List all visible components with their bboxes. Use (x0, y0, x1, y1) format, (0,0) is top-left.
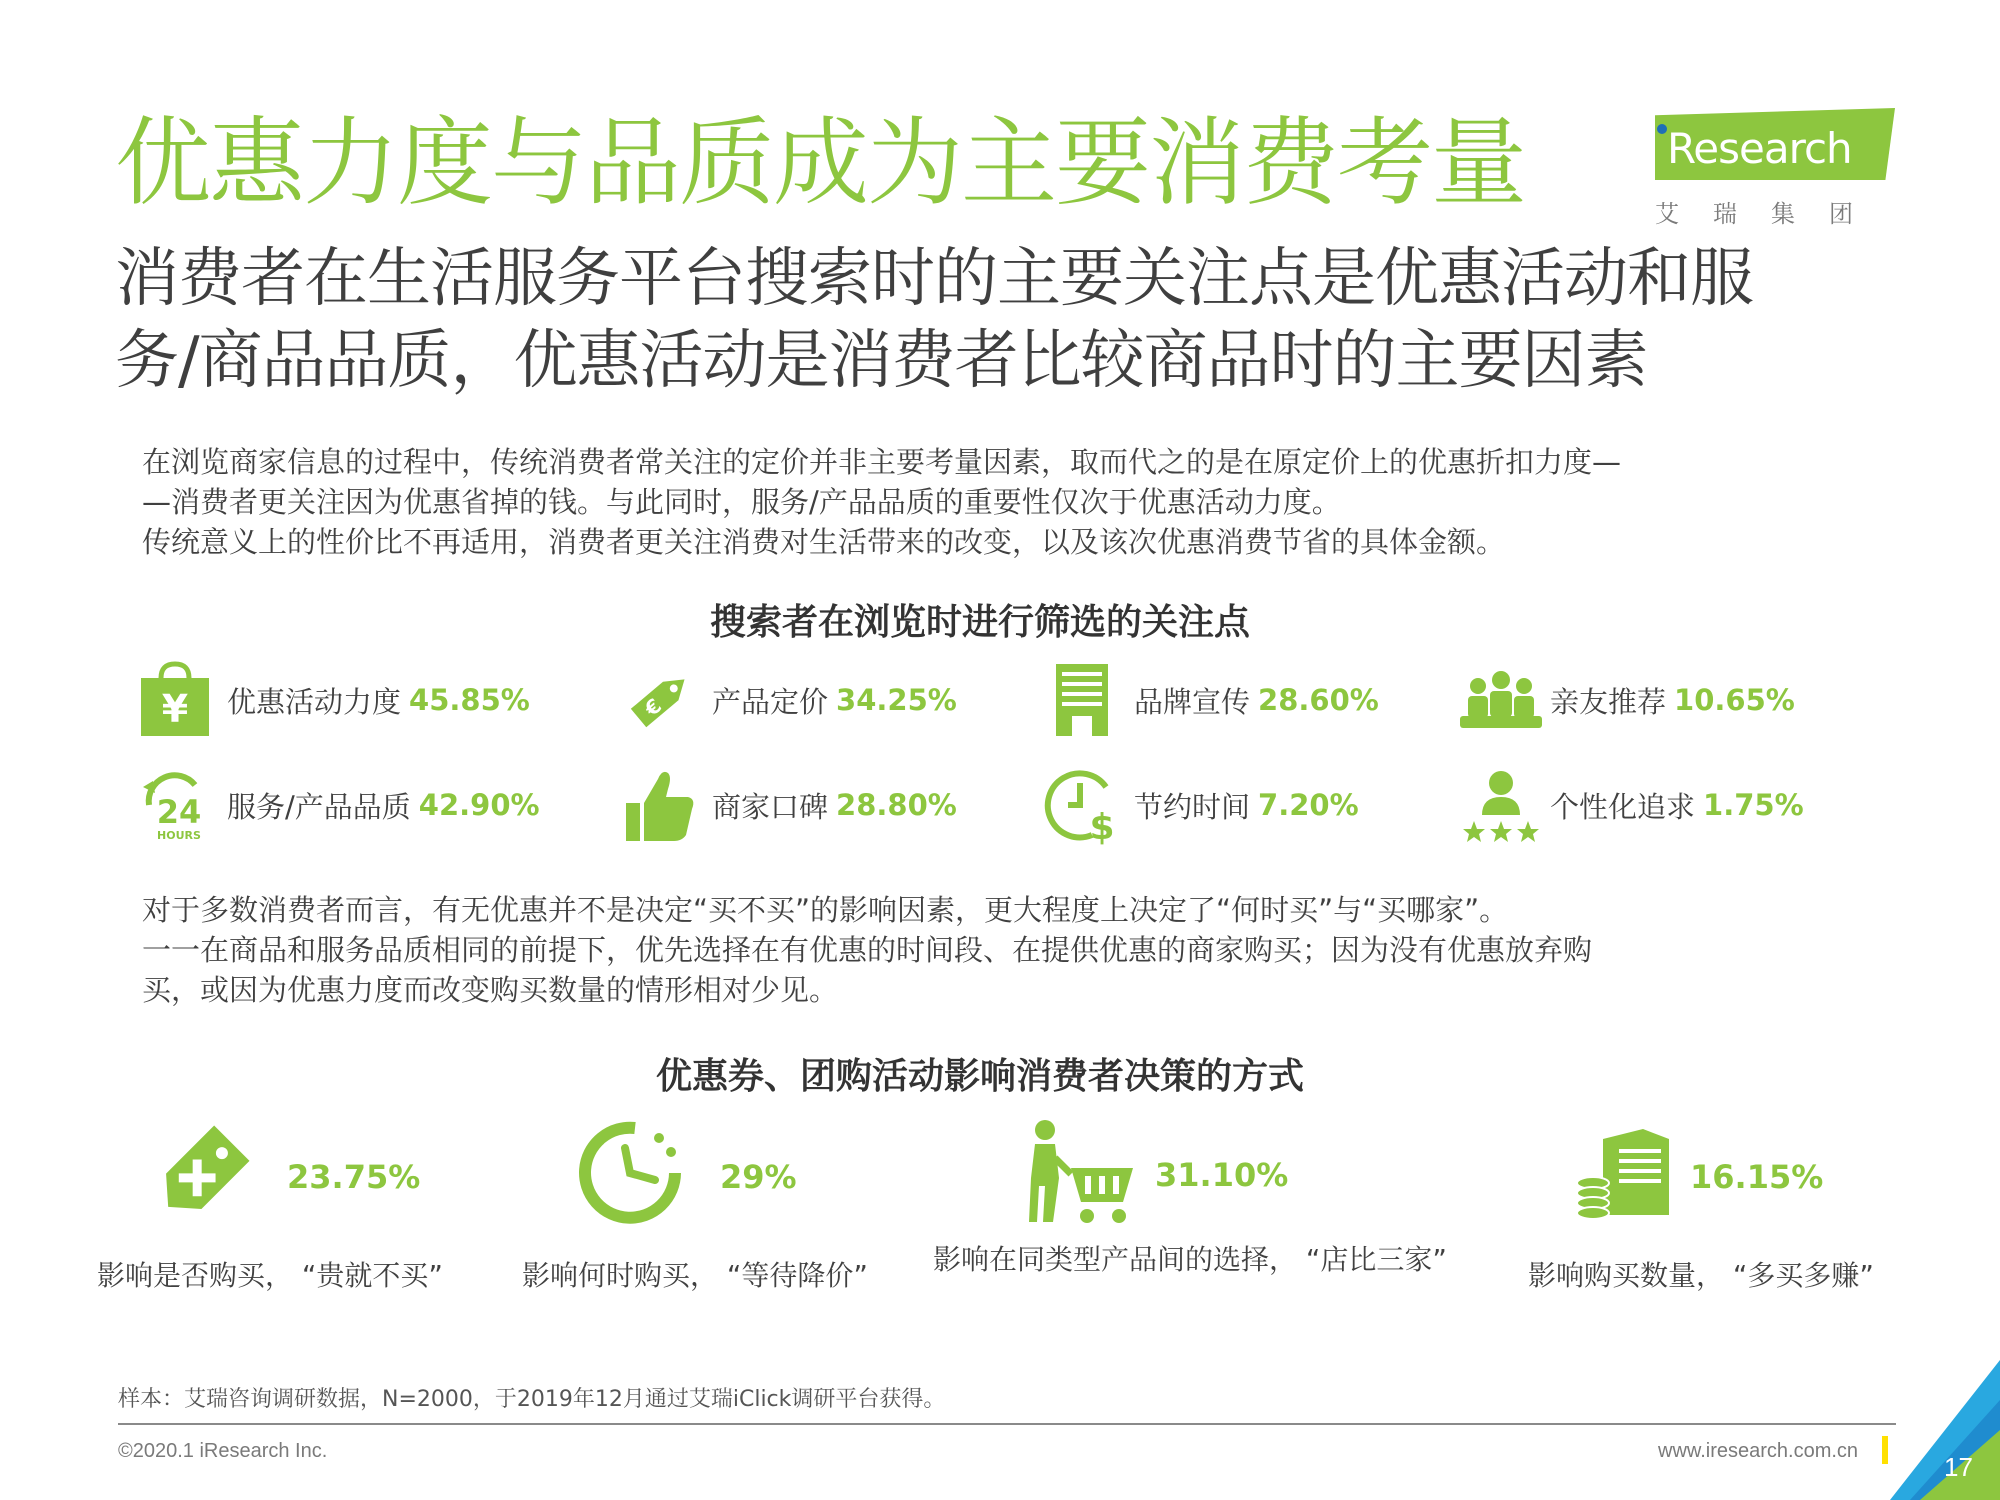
svg-text:$: $ (1089, 807, 1115, 845)
factor-item (1042, 660, 1379, 740)
person-stars-icon (1458, 765, 1538, 845)
copyright: ©2020.1 iResearch Inc. (118, 1440, 328, 1462)
corner-decoration (1850, 1360, 2000, 1500)
svg-text:24: 24 (156, 793, 202, 831)
footnote: 样本：艾瑞咨询调研数据，N=2000，于2019年12月通过艾瑞iClick调研平台获得。 (118, 1387, 946, 1412)
factor-value: 1.75% (1703, 788, 1804, 822)
logo-text: Research (1667, 124, 1852, 173)
factor-label: 产品定价 (712, 684, 829, 719)
svg-text:HOURS: HOURS (157, 829, 201, 842)
factor-item (1458, 660, 1795, 740)
iresearch-logo (1655, 108, 1895, 228)
decision-label: 影响在同类型产品间的选择， “店比三家” (933, 1243, 1447, 1276)
clock-icon (575, 1118, 685, 1228)
footer-divider (118, 1423, 1896, 1425)
factor-item (135, 660, 530, 740)
svg-text:€: € (639, 693, 667, 721)
factor-item (1042, 765, 1359, 845)
decision-label: 影响购买数量， “多买多赚” (1528, 1259, 1874, 1292)
section1-heading: 搜索者在浏览时进行筛选的关注点 (709, 602, 1250, 643)
page-number: 17 (1944, 1452, 1973, 1482)
intro-line-2: —消费者更关注因为优惠省掉的钱。与此同时，服务/产品品质的重要性仅次于优惠活动力度。 (142, 485, 1341, 519)
page-title: 优惠力度与品质成为主要消费考量 (115, 107, 1525, 219)
intro-line-1: 在浏览商家信息的过程中，传统消费者常关注的定价并非主要考量因素，取而代之的是在原定价上的优惠折扣力度— (142, 445, 1622, 479)
factor-item (620, 765, 957, 845)
factor-item (135, 765, 540, 845)
factor-label: 服务/产品品质 (227, 789, 411, 824)
factor-label: 个性化追求 (1550, 789, 1696, 824)
middle-line-2: 一一在商品和服务品质相同的前提下，优先选择在有优惠的时间段、在提供优惠的商家购买；因为没有优惠放弃购 (142, 933, 1593, 967)
intro-paragraph (142, 442, 1872, 562)
factor-value: 10.65% (1674, 683, 1795, 717)
factor-label: 亲友推荐 (1550, 684, 1667, 719)
24-hours-service-icon (135, 765, 215, 845)
decision-value: 29% (720, 1158, 797, 1196)
factor-value: 7.20% (1258, 788, 1359, 822)
factor-value: 42.90% (418, 788, 540, 822)
middle-line-3: 买，或因为优惠力度而改变购买数量的情形相对少见。 (142, 973, 839, 1007)
page-subtitle (115, 238, 1915, 402)
factor-value: 34.25% (836, 683, 957, 717)
svg-text:¥: ¥ (161, 687, 189, 731)
shopping-bag-yen-icon (135, 660, 215, 740)
factor-label: 品牌宣传 (1134, 684, 1251, 719)
logo-dot (1657, 124, 1667, 134)
subtitle-line-2: 务/商品品质，优惠活动是消费者比较商品时的主要因素 (115, 324, 1648, 398)
decision-label: 影响何时购买， “等待降价” (522, 1259, 868, 1292)
middle-line-1: 对于多数消费者而言，有无优惠并不是决定“买不买”的影响因素，更大程度上决定了“何时买”与“买哪家”。 (142, 893, 1509, 927)
decision-value: 23.75% (287, 1158, 421, 1196)
website-url: www.iresearch.com.cn (1658, 1440, 1859, 1462)
middle-paragraph (142, 890, 1872, 1010)
factor-label: 节约时间 (1134, 789, 1251, 824)
warehouse-coins-icon (1575, 1125, 1675, 1225)
time-money-icon (1042, 765, 1122, 845)
factor-label: 优惠活动力度 (227, 684, 402, 719)
factor-value: 28.60% (1258, 683, 1379, 717)
price-tag-icon (620, 660, 700, 740)
subtitle-line-1: 消费者在生活服务平台搜索时的主要关注点是优惠活动和服 (115, 242, 1753, 316)
logo-cn-text: 艾瑞集团 (1655, 200, 1887, 228)
decision-value: 16.15% (1690, 1158, 1824, 1196)
intro-line-3: 传统意义上的性价比不再适用，消费者更关注消费对生活带来的改变，以及该次优惠消费节省的具体金额。 (142, 525, 1506, 559)
people-group-icon (1458, 660, 1538, 740)
factor-item (1458, 765, 1804, 845)
storefront-icon (1042, 660, 1122, 740)
decision-label: 影响是否购买， “贵就不买” (97, 1259, 443, 1292)
shopping-cart-person-icon (1025, 1118, 1140, 1228)
thumbs-up-icon (620, 765, 700, 845)
factor-label: 商家口碑 (712, 789, 829, 824)
factor-value: 45.85% (409, 683, 530, 717)
section2-heading: 优惠券、团购活动影响消费者决策的方式 (655, 1056, 1304, 1097)
discount-tag-icon (145, 1120, 255, 1230)
decision-value: 31.10% (1155, 1156, 1289, 1194)
factor-item (620, 660, 957, 740)
factor-value: 28.80% (836, 788, 957, 822)
